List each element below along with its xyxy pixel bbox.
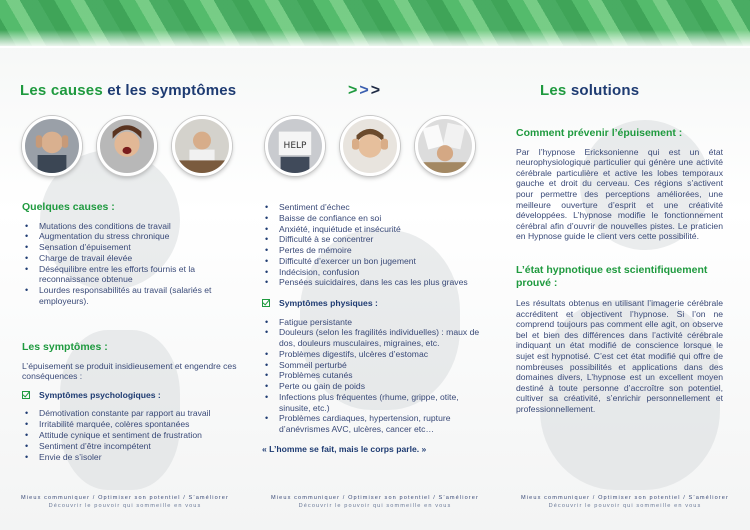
arrows-separator: >>> xyxy=(348,82,383,99)
symptoms-column-2 xyxy=(262,202,488,454)
quote: « L’homme se fait, mais le corps parle. » xyxy=(262,443,427,454)
list-item: • Sensation d’épuisement xyxy=(22,242,242,253)
solutions-column xyxy=(516,128,723,414)
phys-symptoms-list xyxy=(262,317,488,435)
list-item: • Démotivation constante par rapport au travail xyxy=(22,408,242,419)
stressed-man-at-desk-photo xyxy=(172,116,232,176)
causes-title: Quelques causes : xyxy=(22,201,115,213)
list-item: • Baisse de confiance en soi xyxy=(262,213,488,224)
list-item: • Déséquilibre entre les efforts fournis et la reconnaissance obtenue xyxy=(22,264,242,285)
checkbox-icon xyxy=(22,391,30,399)
list-item: • Perte ou gain de poids xyxy=(262,381,488,392)
prevent-text: Par l’hypnose Ericksonienne qui est un état neurophysiologique particulier qui génère une activité cérébrale particulière et active les lobes temporaux gauche et droit du cerveau. Ces régions s’activent pour permettre des perceptions améliorées, une meilleure ouverture d’esprit et une créativité développées. L’hypnose modifie le fonctionnement cérébral afin d’ouvrir de nouvelles pistes. Le praticien en Hypnose guide le client vers cette possibilité. xyxy=(516,146,723,242)
list-item: • Attitude cynique et sentiment de frustration xyxy=(22,430,242,441)
man-covering-ears-photo xyxy=(22,116,82,176)
list-item: • Pertes de mémoire xyxy=(262,245,488,256)
list-item: • Difficulté à se concentrer xyxy=(262,234,488,245)
help-paper-man-photo xyxy=(265,116,325,176)
man-under-paper-pile-photo xyxy=(415,116,475,176)
phys-symptoms-heading: Symptômes physiques : xyxy=(262,298,488,309)
list-item: • Irritabilité marquée, colères spontanées xyxy=(22,419,242,430)
checkbox-icon xyxy=(262,299,270,307)
footer-panel-2: Mieux communiquer / Optimiser son potentiel / S’améliorer Découvrir le pouvoir qui sommeille en vous xyxy=(271,495,479,509)
woman-screaming-photo xyxy=(97,116,157,176)
list-item: • Lourdes responsabilités au travail (salariés et employeurs). xyxy=(22,285,242,306)
footer-panel-1: Mieux communiquer / Optimiser son potentiel / S’améliorer Découvrir le pouvoir qui sommeille en vous xyxy=(21,495,229,509)
list-item: • Indécision, confusion xyxy=(262,267,488,278)
footer-panel-3: Mieux communiquer / Optimiser son potentiel / S’améliorer Découvrir le pouvoir qui sommeille en vous xyxy=(521,495,729,509)
list-item: • Sentiment d’être incompétent xyxy=(22,441,242,452)
list-item: • Fatigue persistante xyxy=(262,317,488,328)
symptoms-column xyxy=(22,342,242,462)
list-item: • Pensées suicidaires, dans les cas les plus graves xyxy=(262,277,488,288)
psy-symptoms-list-b xyxy=(262,202,488,288)
proven-title: L’état hypnotique est scientifiquement prouvé : xyxy=(516,263,708,289)
symptoms-title: Les symptômes : xyxy=(22,341,108,353)
list-item: • Problèmes digestifs, ulcères d’estomac xyxy=(262,349,488,360)
list-item: • Problèmes cardiaques, hypertension, rupture d’anévrismes AVC, ulcères, cancer etc… xyxy=(262,413,488,434)
psy-symptoms-heading: Symptômes psychologiques : xyxy=(22,390,242,401)
list-item: • Infections plus fréquentes (rhume, grippe, otite, sinusite, etc.) xyxy=(262,392,488,413)
prevent-title: Comment prévenir l’épuisement : xyxy=(516,127,683,139)
causes-heading: Les causes et les symptômes xyxy=(20,82,237,99)
list-item: • Problèmes cutanés xyxy=(262,370,488,381)
list-item: • Envie de s’isoler xyxy=(22,452,242,463)
psy-symptoms-list-a xyxy=(22,408,242,462)
list-item: • Mutations des conditions de travail xyxy=(22,221,242,232)
list-item: • Charge de travail élevée xyxy=(22,253,242,264)
svg-text:HELP: HELP xyxy=(283,140,307,151)
list-item: • Difficulté d’exercer un bon jugement xyxy=(262,256,488,267)
list-item: • Sentiment d’échec xyxy=(262,202,488,213)
causes-list xyxy=(22,221,242,307)
causes-column xyxy=(22,202,242,306)
list-item: • Douleurs (selon les fragilités individuelles) : maux de dos, douleurs musculaires, migraines, etc. xyxy=(262,327,488,348)
solutions-heading: Les solutions xyxy=(540,82,640,99)
list-item: • Sommeil perturbé xyxy=(262,360,488,371)
proven-text: Les résultats obtenus en utilisant l’imagerie cérébrale accréditent et objectivent l’hypnose. Si l’on ne comprend toujours pas comment elle agit, on observe bel et bien des différences dans l’activité cérébrale indiquant un état modifié de conscience lorsque le sujet est hypnotisé. C’est cet état modifié qui offre de nombreuses possibilités et applications dans des domaines divers, L’hypnose est un excellent moyen destiné à toute personne d’accroître son potentiel, cultiver sa créativité, s’enrichir personnellement et professionnellement. xyxy=(516,297,723,414)
symptoms-intro: L’épuisement se produit insidieusement et engendre ces conséquences : xyxy=(22,360,237,382)
list-item: • Augmentation du stress chronique xyxy=(22,231,242,242)
list-item: • Anxiété, inquiétude et insécurité xyxy=(262,224,488,235)
woman-headache-photo xyxy=(340,116,400,176)
